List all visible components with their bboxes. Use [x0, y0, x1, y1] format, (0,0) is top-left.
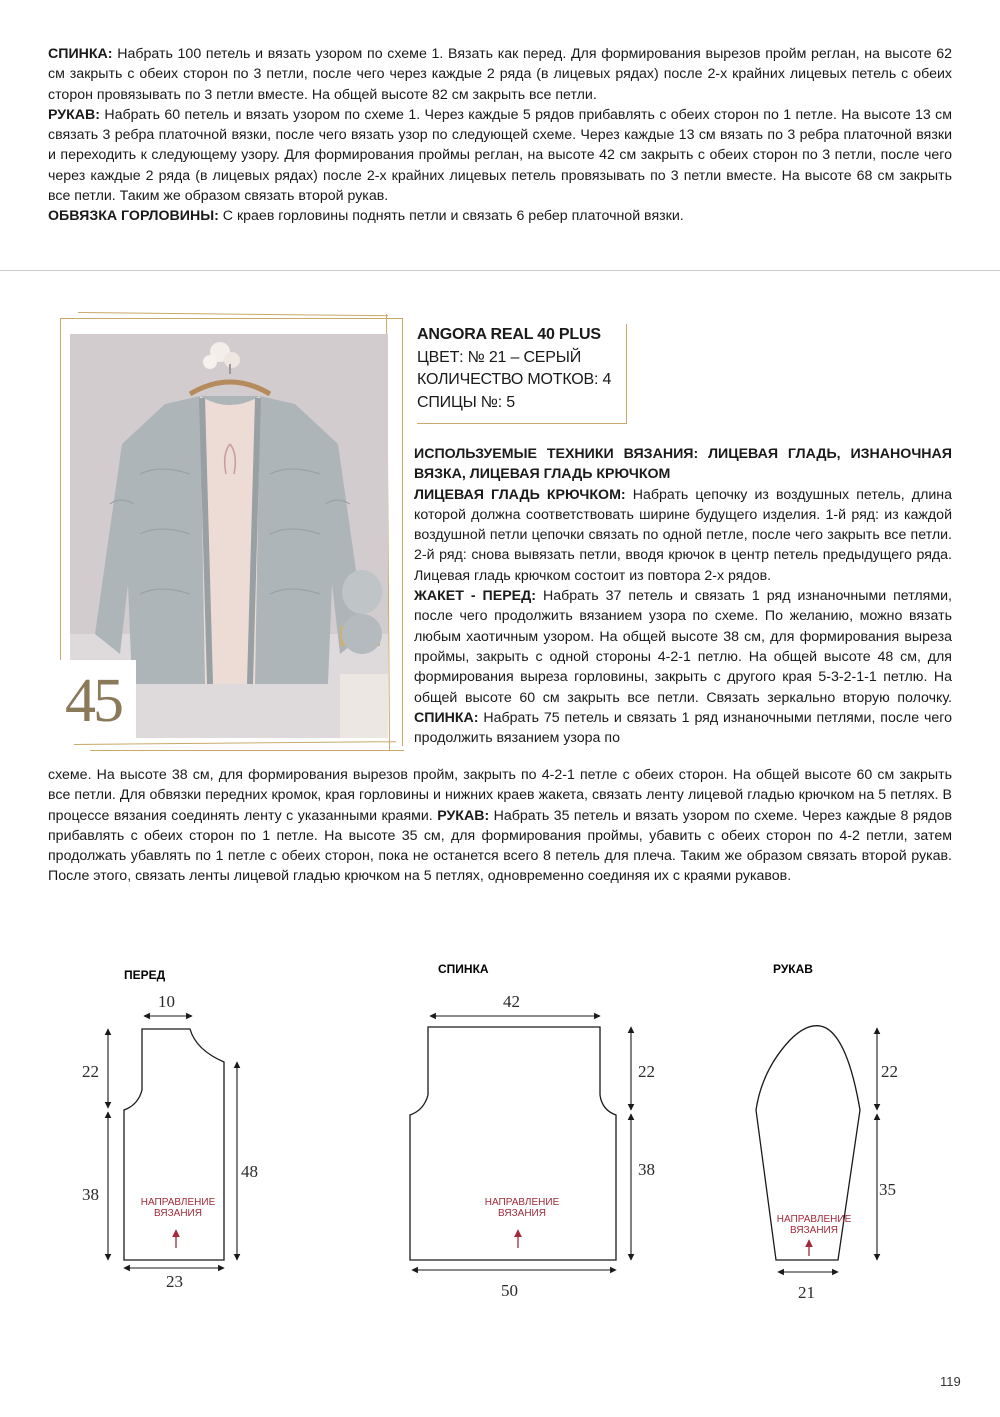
front-direction-1: НАПРАВЛЕНИЕ: [140, 1197, 216, 1208]
neck-label: ОБВЯЗКА ГОРЛОВИНЫ:: [48, 208, 219, 225]
back-direction-1: НАПРАВЛЕНИЕ: [484, 1197, 560, 1208]
page-number: 119: [940, 1374, 961, 1389]
techniques-heading: ИСПОЛЬЗУЕМЫЕ ТЕХНИКИ ВЯЗАНИЯ: ЛИЦЕВАЯ ГЛАДЬ, ИЗНАНОЧНАЯ ВЯЗКА, ЛИЦЕВАЯ ГЛАДЬ КРЮЧКОМ: [414, 446, 952, 483]
back-direction-2: ВЯЗАНИЯ: [498, 1208, 546, 1219]
front-direction-2: ВЯЗАНИЯ: [154, 1208, 202, 1219]
section-divider: [0, 270, 1000, 271]
sleeve-label-text: РУКАВ: [773, 962, 813, 976]
pattern-diagrams: [0, 950, 1000, 1310]
sleeve-bottom-dim: 21: [798, 1283, 815, 1302]
front-lower-dim: 38: [82, 1185, 99, 1204]
yarn-color: ЦВЕТ: № 21 – СЕРЫЙ: [417, 348, 582, 366]
jacket-photo-frame: [50, 312, 410, 752]
continued-instructions: [48, 765, 952, 887]
back-bottom-dim: 50: [501, 1281, 518, 1300]
yarn-skeins: КОЛИЧЕСТВО МОТКОВ: 4: [417, 371, 612, 388]
sleeve-upper-dim: 22: [881, 1062, 898, 1081]
front-upper-dim: 22: [82, 1062, 99, 1081]
sleeve-label: РУКАВ:: [48, 106, 100, 123]
crochet-label: ЛИЦЕВАЯ ГЛАДЬ КРЮЧКОМ:: [414, 486, 626, 503]
sleeve-diagram: [756, 962, 898, 1302]
techniques-instructions: [414, 444, 952, 748]
neck-text: С краев горловины поднять петли и связать 6 ребер платочной вязки.: [218, 208, 684, 225]
front-text: Набрать 37 петель и связать 1 ряд изнаночными петлями, после чего продолжить вязанием узора по схеме. По желанию, можно вязать любым хаотичным узором. На общей высоте 38 см, для формирования выреза проймы, закрыть с одной стороны 4-2-1 петлю. На общей высоте 48 см, для формирования выреза горловины, закрыть с другого края 5-3-2-1-1 петлю. На общей высоте 60 см закрыть все петли. Связать зеркально вторую полочку.: [414, 588, 952, 706]
sleeve-text: Набрать 60 петель и вязать узором по схеме 1. Через каждые 5 рядов прибавлять с обеих сторон по 1 петле. На высоте 13 см связать 3 ребра платочной вязки, после чего вязать узор по следующей схеме. Через каждые 13 см вязать по 3 ребра платочной вязки и переходить к следующему узору. Для формирования проймы реглан, на высоте 42 см закрыть с обеих сторон по 3 петли, после чего через каждые 2 ряда (в лицевых рядах) после 2-х крайних лицевых петель провязывать по 3 петли вместе. На высоте 68 см закрыть все петли. Таким же образом связать второй рукав.: [48, 106, 952, 205]
sleeve-text-2: Набрать 35 петель и вязать узором по схеме. Через каждые 8 рядов прибавлять с обеих сторон по 1 петле. На высоте 35 см, для формирования проймы, убавить с обеих сторон по 4-2 петли, затем продолжать убавлять по 1 петле с обеих сторон, пока не останется всего 8 петель для плеча. Таким же образом связать второй рукав. После этого, связать ленты лицевой гладью крючком на 5 петлях, одновременно соединяя их с краями рукавов.: [48, 807, 952, 885]
model-number: 45: [50, 660, 136, 742]
yarn-info-box: [417, 324, 627, 424]
back-top-dim: 42: [503, 992, 520, 1011]
front-label: ЖАКЕТ - ПЕРЕД:: [414, 588, 536, 605]
back-label: СПИНКА:: [48, 46, 113, 62]
front-bottom-dim: 23: [166, 1272, 183, 1291]
sleeve-direction-1: НАПРАВЛЕНИЕ: [776, 1214, 852, 1225]
front-top-dim: 10: [158, 992, 175, 1011]
back-text-start: Набрать 75 петель и связать 1 ряд изнаночными петлями, после чего продолжить вязанием узора по: [414, 709, 952, 747]
front-diagram: [82, 968, 258, 1291]
back-diagram: [410, 962, 655, 1300]
front-total-dim: 48: [241, 1162, 258, 1181]
back-label-2: СПИНКА:: [414, 709, 479, 726]
front-label-text: ПЕРЕД: [124, 968, 166, 982]
back-label-text: СПИНКА: [438, 962, 489, 976]
yarn-needles: СПИЦЫ №: 5: [417, 393, 515, 411]
back-text: Набрать 100 петель и вязать узором по схеме 1. Вязать как перед. Для формирования вырезов пройм реглан, на высоте 62 см закрыть с обеих сторон по 3 петли, после чего через каждые 2 ряда (в лицевых рядах) после 2-х крайних лицевых петель с обеих сторон провязывать по 3 петли вместе. На общей высоте 82 см закрыть все петли.: [48, 46, 952, 103]
sleeve-direction-2: ВЯЗАНИЯ: [790, 1225, 838, 1236]
yarn-name: ANGORA REAL 40 PLUS: [417, 326, 601, 343]
back-lower-dim: 38: [638, 1160, 655, 1179]
sleeve-label-2: РУКАВ:: [432, 807, 490, 824]
sleeve-lower-dim: 35: [879, 1180, 896, 1199]
back-upper-dim: 22: [638, 1062, 655, 1081]
top-instructions: [48, 44, 952, 227]
crochet-text: Набрать цепочку из воздушных петель, длина которой должна соответствовать ширине будущего изделия. 1-й ряд: из каждой воздушной петли цепочки связать по одной петле, после чего закрыть все петли. 2-й ряд: снова вывязать петли, вводя крючок в центр петель предыдущего ряда. Лицевая гладь крючком состоит из повтора 2-х рядов.: [414, 486, 952, 584]
back-text-end: схеме. На высоте 38 см, для формирования вырезов пройм, закрыть по 4-2-1 петле с обеих сторон. На общей высоте 60 см закрыть все петли. Для обвязки передних кромок, края горловины и нижних краев жакета, связать ленту лицевой гладью крючком на 5 петлях. В процессе вязания соединять ленту с указанными краями.: [48, 767, 952, 824]
